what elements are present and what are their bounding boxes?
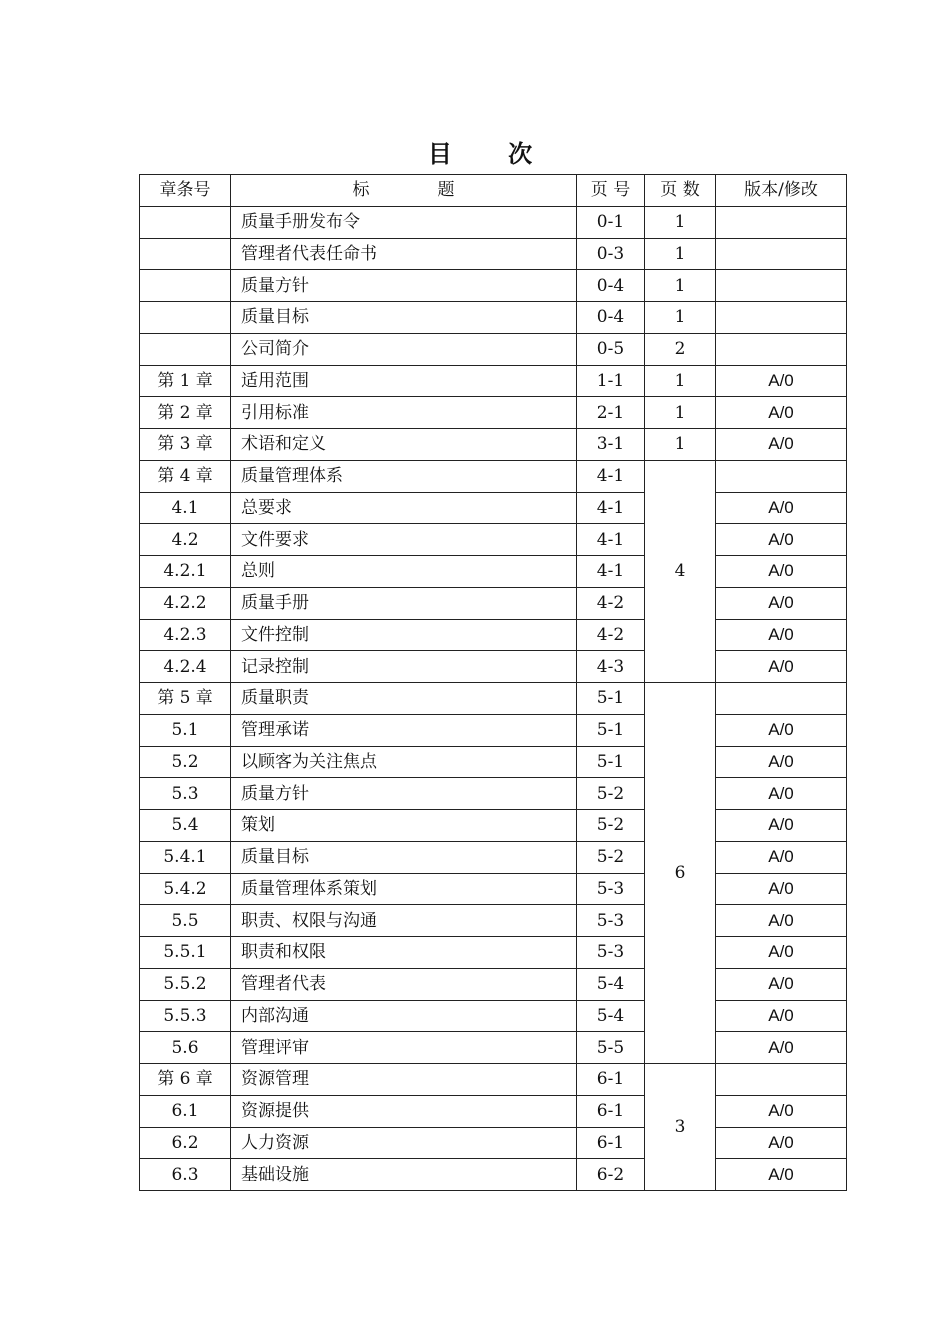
cell-version: A/0 <box>716 1127 847 1159</box>
cell-title: 文件控制 <box>231 619 577 651</box>
cell-chapter-number: 5.6 <box>140 1032 231 1064</box>
cell-title: 质量管理体系策划 <box>231 873 577 905</box>
table-body <box>140 206 847 1190</box>
cell-title: 职责、权限与沟通 <box>231 905 577 937</box>
header-title-right: 题 <box>437 180 455 201</box>
cell-chapter-number: 第 6 章 <box>140 1064 231 1096</box>
cell-title: 总则 <box>231 556 577 588</box>
header-page-count: 页 数 <box>645 175 716 207</box>
table-row <box>140 714 847 746</box>
cell-version: A/0 <box>716 1032 847 1064</box>
table-row <box>140 492 847 524</box>
cell-title: 管理者代表 <box>231 968 577 1000</box>
cell-page-count: 1 <box>645 302 716 334</box>
cell-page-number: 5-3 <box>577 873 645 905</box>
cell-version: A/0 <box>716 651 847 683</box>
cell-page-number: 5-5 <box>577 1032 645 1064</box>
table-row <box>140 1127 847 1159</box>
header-title-left: 标 <box>352 180 370 201</box>
cell-version: A/0 <box>716 587 847 619</box>
cell-chapter-number: 5.5.3 <box>140 1000 231 1032</box>
cell-version <box>716 270 847 302</box>
cell-version: A/0 <box>716 429 847 461</box>
cell-version: A/0 <box>716 397 847 429</box>
cell-page-number: 6-1 <box>577 1127 645 1159</box>
cell-page-count: 2 <box>645 333 716 365</box>
cell-title: 公司简介 <box>231 333 577 365</box>
header-title <box>231 175 577 207</box>
header-page-number: 页 号 <box>577 175 645 207</box>
cell-chapter-number <box>140 238 231 270</box>
cell-chapter-number: 5.4 <box>140 810 231 842</box>
cell-chapter-number: 第 5 章 <box>140 683 231 715</box>
cell-version: A/0 <box>716 556 847 588</box>
cell-title: 质量手册发布令 <box>231 206 577 238</box>
cell-page-number: 5-1 <box>577 714 645 746</box>
cell-title: 人力资源 <box>231 1127 577 1159</box>
cell-page-number: 4-3 <box>577 651 645 683</box>
cell-title: 术语和定义 <box>231 429 577 461</box>
cell-title: 质量目标 <box>231 302 577 334</box>
cell-title: 文件要求 <box>231 524 577 556</box>
cell-page-number: 6-1 <box>577 1064 645 1096</box>
cell-version <box>716 460 847 492</box>
cell-version: A/0 <box>716 746 847 778</box>
cell-chapter-number: 5.2 <box>140 746 231 778</box>
cell-page-count: 6 <box>645 683 716 1064</box>
cell-version: A/0 <box>716 810 847 842</box>
cell-chapter-number: 6.3 <box>140 1159 231 1191</box>
table-row <box>140 905 847 937</box>
cell-title: 管理承诺 <box>231 714 577 746</box>
cell-title: 质量职责 <box>231 683 577 715</box>
cell-version: A/0 <box>716 714 847 746</box>
cell-version: A/0 <box>716 968 847 1000</box>
table-row <box>140 1000 847 1032</box>
table-row <box>140 302 847 334</box>
cell-page-count: 1 <box>645 429 716 461</box>
cell-version <box>716 683 847 715</box>
cell-title: 总要求 <box>231 492 577 524</box>
cell-chapter-number: 6.2 <box>140 1127 231 1159</box>
cell-page-count: 1 <box>645 365 716 397</box>
cell-version: A/0 <box>716 873 847 905</box>
table-row <box>140 841 847 873</box>
cell-chapter-number: 5.4.2 <box>140 873 231 905</box>
cell-chapter-number: 5.1 <box>140 714 231 746</box>
cell-version <box>716 238 847 270</box>
table-row <box>140 238 847 270</box>
cell-chapter-number: 第 4 章 <box>140 460 231 492</box>
cell-page-number: 4-1 <box>577 556 645 588</box>
cell-title: 资源管理 <box>231 1064 577 1096</box>
table-row <box>140 651 847 683</box>
cell-page-number: 4-1 <box>577 492 645 524</box>
cell-chapter-number: 4.2.4 <box>140 651 231 683</box>
cell-version <box>716 302 847 334</box>
cell-version: A/0 <box>716 1159 847 1191</box>
table-row <box>140 683 847 715</box>
cell-chapter-number: 4.2.1 <box>140 556 231 588</box>
cell-chapter-number: 5.4.1 <box>140 841 231 873</box>
cell-title: 适用范围 <box>231 365 577 397</box>
table-row <box>140 810 847 842</box>
cell-title: 职责和权限 <box>231 937 577 969</box>
cell-page-number: 5-3 <box>577 905 645 937</box>
table-row <box>140 460 847 492</box>
cell-page-number: 6-2 <box>577 1159 645 1191</box>
cell-page-count: 1 <box>645 238 716 270</box>
cell-version <box>716 206 847 238</box>
cell-page-number: 5-2 <box>577 841 645 873</box>
cell-chapter-number: 5.5.2 <box>140 968 231 1000</box>
cell-page-count: 1 <box>645 397 716 429</box>
cell-page-number: 0-5 <box>577 333 645 365</box>
cell-title: 质量方针 <box>231 778 577 810</box>
table-header-row <box>140 175 847 207</box>
cell-chapter-number: 第 1 章 <box>140 365 231 397</box>
table-row <box>140 524 847 556</box>
cell-title: 管理者代表任命书 <box>231 238 577 270</box>
cell-version: A/0 <box>716 365 847 397</box>
cell-page-number: 0-1 <box>577 206 645 238</box>
cell-page-number: 5-1 <box>577 746 645 778</box>
cell-chapter-number: 第 3 章 <box>140 429 231 461</box>
cell-chapter-number: 5.5.1 <box>140 937 231 969</box>
cell-title: 以顾客为关注焦点 <box>231 746 577 778</box>
table-row <box>140 1064 847 1096</box>
cell-page-number: 5-2 <box>577 778 645 810</box>
cell-version <box>716 1064 847 1096</box>
cell-page-number: 4-1 <box>577 460 645 492</box>
table-row <box>140 365 847 397</box>
cell-version: A/0 <box>716 492 847 524</box>
cell-title: 资源提供 <box>231 1095 577 1127</box>
table-row <box>140 873 847 905</box>
cell-title: 基础设施 <box>231 1159 577 1191</box>
table-row <box>140 556 847 588</box>
cell-title: 质量目标 <box>231 841 577 873</box>
cell-page-number: 6-1 <box>577 1095 645 1127</box>
cell-version <box>716 333 847 365</box>
cell-title: 引用标准 <box>231 397 577 429</box>
table-row <box>140 1095 847 1127</box>
cell-page-number: 4-2 <box>577 587 645 619</box>
cell-page-number: 4-1 <box>577 524 645 556</box>
table-row <box>140 333 847 365</box>
cell-version: A/0 <box>716 619 847 651</box>
cell-page-number: 5-4 <box>577 968 645 1000</box>
cell-page-number: 0-4 <box>577 302 645 334</box>
table-row <box>140 1032 847 1064</box>
table-row <box>140 968 847 1000</box>
cell-version: A/0 <box>716 905 847 937</box>
table-row <box>140 746 847 778</box>
cell-page-number: 5-1 <box>577 683 645 715</box>
table-row <box>140 778 847 810</box>
table-row <box>140 619 847 651</box>
table-row <box>140 937 847 969</box>
cell-title: 策划 <box>231 810 577 842</box>
page-title: 目 次 <box>427 140 557 168</box>
cell-page-count: 1 <box>645 206 716 238</box>
cell-chapter-number: 6.1 <box>140 1095 231 1127</box>
cell-title: 质量手册 <box>231 587 577 619</box>
table-row <box>140 429 847 461</box>
cell-page-number: 4-2 <box>577 619 645 651</box>
cell-chapter-number <box>140 206 231 238</box>
cell-page-count: 4 <box>645 460 716 682</box>
cell-chapter-number <box>140 270 231 302</box>
cell-page-number: 2-1 <box>577 397 645 429</box>
header-chapter-number: 章条号 <box>140 175 231 207</box>
header-version: 版本/修改 <box>716 175 847 207</box>
table-row <box>140 1159 847 1191</box>
cell-page-number: 1-1 <box>577 365 645 397</box>
cell-chapter-number: 5.3 <box>140 778 231 810</box>
cell-version: A/0 <box>716 841 847 873</box>
cell-chapter-number: 4.2.2 <box>140 587 231 619</box>
cell-page-number: 5-3 <box>577 937 645 969</box>
cell-title: 管理评审 <box>231 1032 577 1064</box>
table-row <box>140 397 847 429</box>
cell-chapter-number: 5.5 <box>140 905 231 937</box>
cell-version: A/0 <box>716 524 847 556</box>
cell-version: A/0 <box>716 1095 847 1127</box>
cell-title: 内部沟通 <box>231 1000 577 1032</box>
cell-page-number: 5-4 <box>577 1000 645 1032</box>
table-row <box>140 206 847 238</box>
table-row <box>140 270 847 302</box>
cell-page-number: 0-4 <box>577 270 645 302</box>
cell-chapter-number: 第 2 章 <box>140 397 231 429</box>
cell-page-number: 3-1 <box>577 429 645 461</box>
cell-version: A/0 <box>716 937 847 969</box>
table-of-contents <box>139 174 847 1191</box>
cell-title: 质量管理体系 <box>231 460 577 492</box>
cell-page-count: 1 <box>645 270 716 302</box>
cell-chapter-number: 4.2 <box>140 524 231 556</box>
cell-title: 质量方针 <box>231 270 577 302</box>
cell-chapter-number: 4.1 <box>140 492 231 524</box>
cell-page-number: 5-2 <box>577 810 645 842</box>
cell-title: 记录控制 <box>231 651 577 683</box>
cell-chapter-number <box>140 302 231 334</box>
cell-page-number: 0-3 <box>577 238 645 270</box>
cell-version: A/0 <box>716 1000 847 1032</box>
table-row <box>140 587 847 619</box>
cell-page-count: 3 <box>645 1064 716 1191</box>
cell-chapter-number: 4.2.3 <box>140 619 231 651</box>
cell-chapter-number <box>140 333 231 365</box>
cell-version: A/0 <box>716 778 847 810</box>
